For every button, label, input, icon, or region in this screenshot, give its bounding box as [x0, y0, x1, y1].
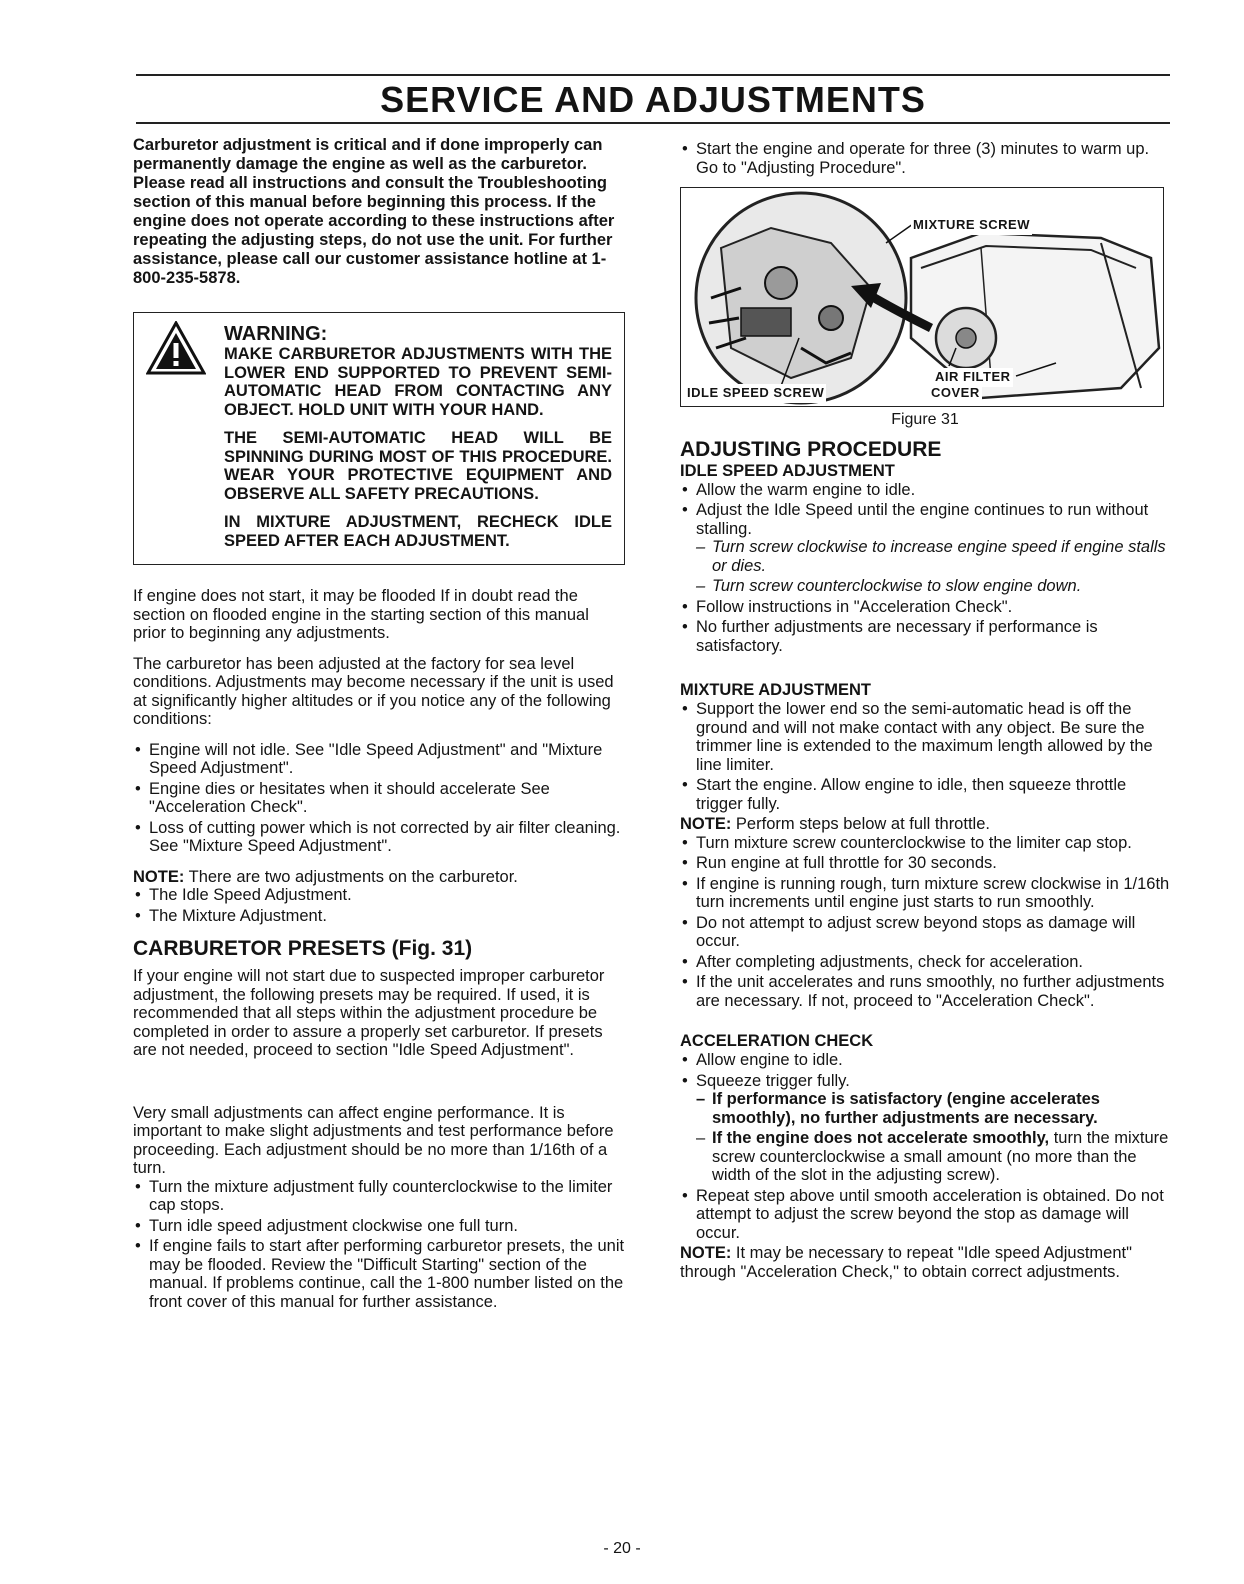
- warning-title: WARNING:: [224, 323, 328, 345]
- note-label: NOTE:: [133, 867, 185, 886]
- list-item: • After completing adjustments, check for acceleration.: [680, 953, 1170, 972]
- warning-text-1: MAKE CARBURETOR ADJUSTMENTS WITH THE LOWER END SUPPORTED TO PREVENT SEMI-AUTOMATIC HEAD FROM CONTACTING ANY OBJECT. HOLD UNIT WITH YOUR HAND.: [224, 345, 612, 419]
- intro-paragraph: Carburetor adjustment is critical and if done improperly can permanently damage the engine as well as the carburetor. Please read all instructions and consult the Troubleshooting section of this manual before beginning this process. If the engine does not operate according to these instructions after repeating the adjusting steps, do not use the unit. For further assistance, please call our customer assistance hotline at 1-800-235-5878.: [133, 136, 615, 287]
- figure-label-mixture-screw: MIXTURE SCREW: [911, 216, 1032, 235]
- figure-label-idle-speed-screw: IDLE SPEED SCREW: [685, 384, 826, 403]
- page-title: SERVICE AND ADJUSTMENTS: [380, 79, 926, 120]
- warm-up-list: [680, 140, 1170, 177]
- header-rule-bottom: [136, 122, 1170, 124]
- presets-steps-list: [133, 1178, 625, 1312]
- acceleration-sub-steps: [680, 1090, 1170, 1185]
- flooded-paragraph: If engine does not start, it may be flooded If in doubt read the section on flooded engine in the starting section of this manual prior to beginning any adjustments.: [133, 587, 589, 642]
- final-note: [680, 1244, 1170, 1281]
- acceleration-steps: [680, 1051, 1170, 1242]
- list-item-text: turn the mixture screw counterclockwise a small amount (no more than the width of the slot in the adjusting screw).: [712, 1129, 1169, 1184]
- list-item: • Turn the mixture adjustment fully counterclockwise to the limiter cap stops.: [133, 1178, 625, 1215]
- list-item: • Engine will not idle. See "Idle Speed Adjustment" and "Mixture Speed Adjustment".: [133, 741, 625, 778]
- list-item: • Allow the warm engine to idle.: [680, 481, 1170, 500]
- note-text: It may be necessary to repeat "Idle speed Adjustment" through "Acceleration Check," to obtain correct adjustments.: [680, 1244, 1132, 1281]
- note-label: NOTE:: [680, 815, 732, 833]
- list-item: • Start the engine and operate for three (3) minutes to warm up. Go to "Adjusting Procedure".: [680, 140, 1170, 177]
- warning-triangle-icon: [146, 321, 206, 375]
- list-item: • Turn mixture screw counterclockwise to the limiter cap stop.: [680, 834, 1170, 853]
- acceleration-check-heading: ACCELERATION CHECK: [680, 1032, 874, 1050]
- mixture-steps-b: [680, 834, 1170, 1011]
- list-item: • Repeat step above until smooth acceleration is obtained. Do not attempt to adjust the screw beyond the stop as damage will occur.: [680, 1187, 1170, 1243]
- list-item: • No further adjustments are necessary if performance is satisfactory.: [680, 618, 1170, 655]
- mixture-steps-a: [680, 700, 1170, 813]
- adjusting-procedure-heading: ADJUSTING PROCEDURE: [680, 437, 942, 461]
- list-item: • Engine dies or hesitates when it should accelerate See "Acceleration Check".: [133, 780, 625, 817]
- list-item: [680, 501, 1170, 596]
- warning-text-2: THE SEMI-AUTOMATIC HEAD WILL BE SPINNING DURING MOST OF THIS PROCEDURE. WEAR YOUR PROTECTIVE EQUIPMENT AND OBSERVE ALL SAFETY PRECAUTIONS.: [224, 429, 612, 503]
- list-item-bold: If the engine does not accelerate smoothly,: [712, 1129, 1050, 1147]
- factory-paragraph: The carburetor has been adjusted at the factory for sea level conditions. Adjustments may become necessary if the unit is used at significantly higher altitudes or if you notice any of the following conditions:: [133, 654, 614, 728]
- list-item: • Run engine at full throttle for 30 seconds.: [680, 854, 1170, 873]
- list-item: [680, 1129, 1170, 1185]
- left-column: [133, 136, 625, 1323]
- list-item: [680, 1072, 1170, 1185]
- warning-text-3: IN MIXTURE ADJUSTMENT, RECHECK IDLE SPEED AFTER EACH ADJUSTMENT.: [224, 513, 612, 550]
- list-item: • If engine is running rough, turn mixture screw clockwise in 1/16th turn increments until engine just starts to run smoothly.: [680, 875, 1170, 912]
- figure-31: [680, 187, 1164, 407]
- adjustments-note: [133, 868, 625, 887]
- figure-label-cover: COVER: [929, 384, 982, 403]
- note-text: There are two adjustments on the carburetor.: [184, 867, 518, 886]
- small-adjustments-paragraph: Very small adjustments can affect engine performance. It is important to make slight adjustments and test performance before proceeding. Each adjustment should be no more than 1/16th of a turn.: [133, 1103, 614, 1177]
- list-item-text: Adjust the Idle Speed until the engine continues to run without stalling.: [696, 501, 1149, 538]
- list-item: • Support the lower end so the semi-automatic head is off the ground and will not make contact with any object. Be sure the trimmer line is extended to the maximum length allowed by the line limiter.: [680, 700, 1170, 774]
- list-item: • Follow instructions in "Acceleration Check".: [680, 598, 1170, 617]
- mixture-note: [680, 815, 1170, 834]
- list-item: • If the unit accelerates and runs smoothly, no further adjustments are necessary. If not, proceed to "Acceleration Check".: [680, 973, 1170, 1010]
- list-item: • Turn idle speed adjustment clockwise one full turn.: [133, 1217, 625, 1236]
- right-column: [680, 140, 1170, 1293]
- note-text: Perform steps below at full throttle.: [731, 815, 990, 833]
- list-item: – Turn screw clockwise to increase engine speed if engine stalls or dies.: [680, 538, 1170, 575]
- list-item: – If performance is satisfactory (engine accelerates smoothly), no further adjustments are necessary.: [680, 1090, 1170, 1127]
- idle-sub-steps: [680, 538, 1170, 596]
- adjustments-list: [133, 886, 625, 925]
- idle-speed-heading: IDLE SPEED ADJUSTMENT: [680, 461, 895, 480]
- figure-label-air-filter: AIR FILTER: [933, 368, 1013, 387]
- page-number: - 20 -: [603, 1540, 641, 1557]
- list-item: • The Idle Speed Adjustment.: [133, 886, 625, 905]
- list-item-text: Squeeze trigger fully.: [696, 1071, 850, 1090]
- idle-speed-steps: [680, 481, 1170, 656]
- list-item: • Start the engine. Allow engine to idle, then squeeze throttle trigger fully.: [680, 776, 1170, 813]
- list-item: • Do not attempt to adjust screw beyond stops as damage will occur.: [680, 914, 1170, 951]
- list-item: • The Mixture Adjustment.: [133, 907, 625, 926]
- list-item: • Allow engine to idle.: [680, 1051, 1170, 1070]
- conditions-list: [133, 741, 625, 856]
- note-label: NOTE:: [680, 1244, 732, 1262]
- presets-paragraph: If your engine will not start due to suspected improper carburetor adjustment, the following presets may be required. If used, it is recommended that all steps within the adjustment procedure be completed in order to assure a properly set carburetor. If presets are not needed, proceed to section "Idle Speed Adjustment".: [133, 967, 605, 1059]
- list-item: • If engine fails to start after performing carburetor presets, the unit may be flooded. Review the "Difficult Starting" section of the manual. If problems continue, call the 1-800 number listed on the front cover of this manual for further assistance.: [133, 1237, 625, 1311]
- presets-heading: CARBURETOR PRESETS (Fig. 31): [133, 937, 473, 960]
- list-item: – Turn screw counterclockwise to slow engine down.: [680, 577, 1170, 596]
- list-item: • Loss of cutting power which is not corrected by air filter cleaning. See "Mixture Speed Adjustment".: [133, 819, 625, 856]
- header-rule-top: [136, 74, 1170, 76]
- mixture-adjustment-heading: MIXTURE ADJUSTMENT: [680, 681, 871, 699]
- figure-caption: Figure 31: [891, 411, 959, 428]
- warning-box: [133, 312, 625, 565]
